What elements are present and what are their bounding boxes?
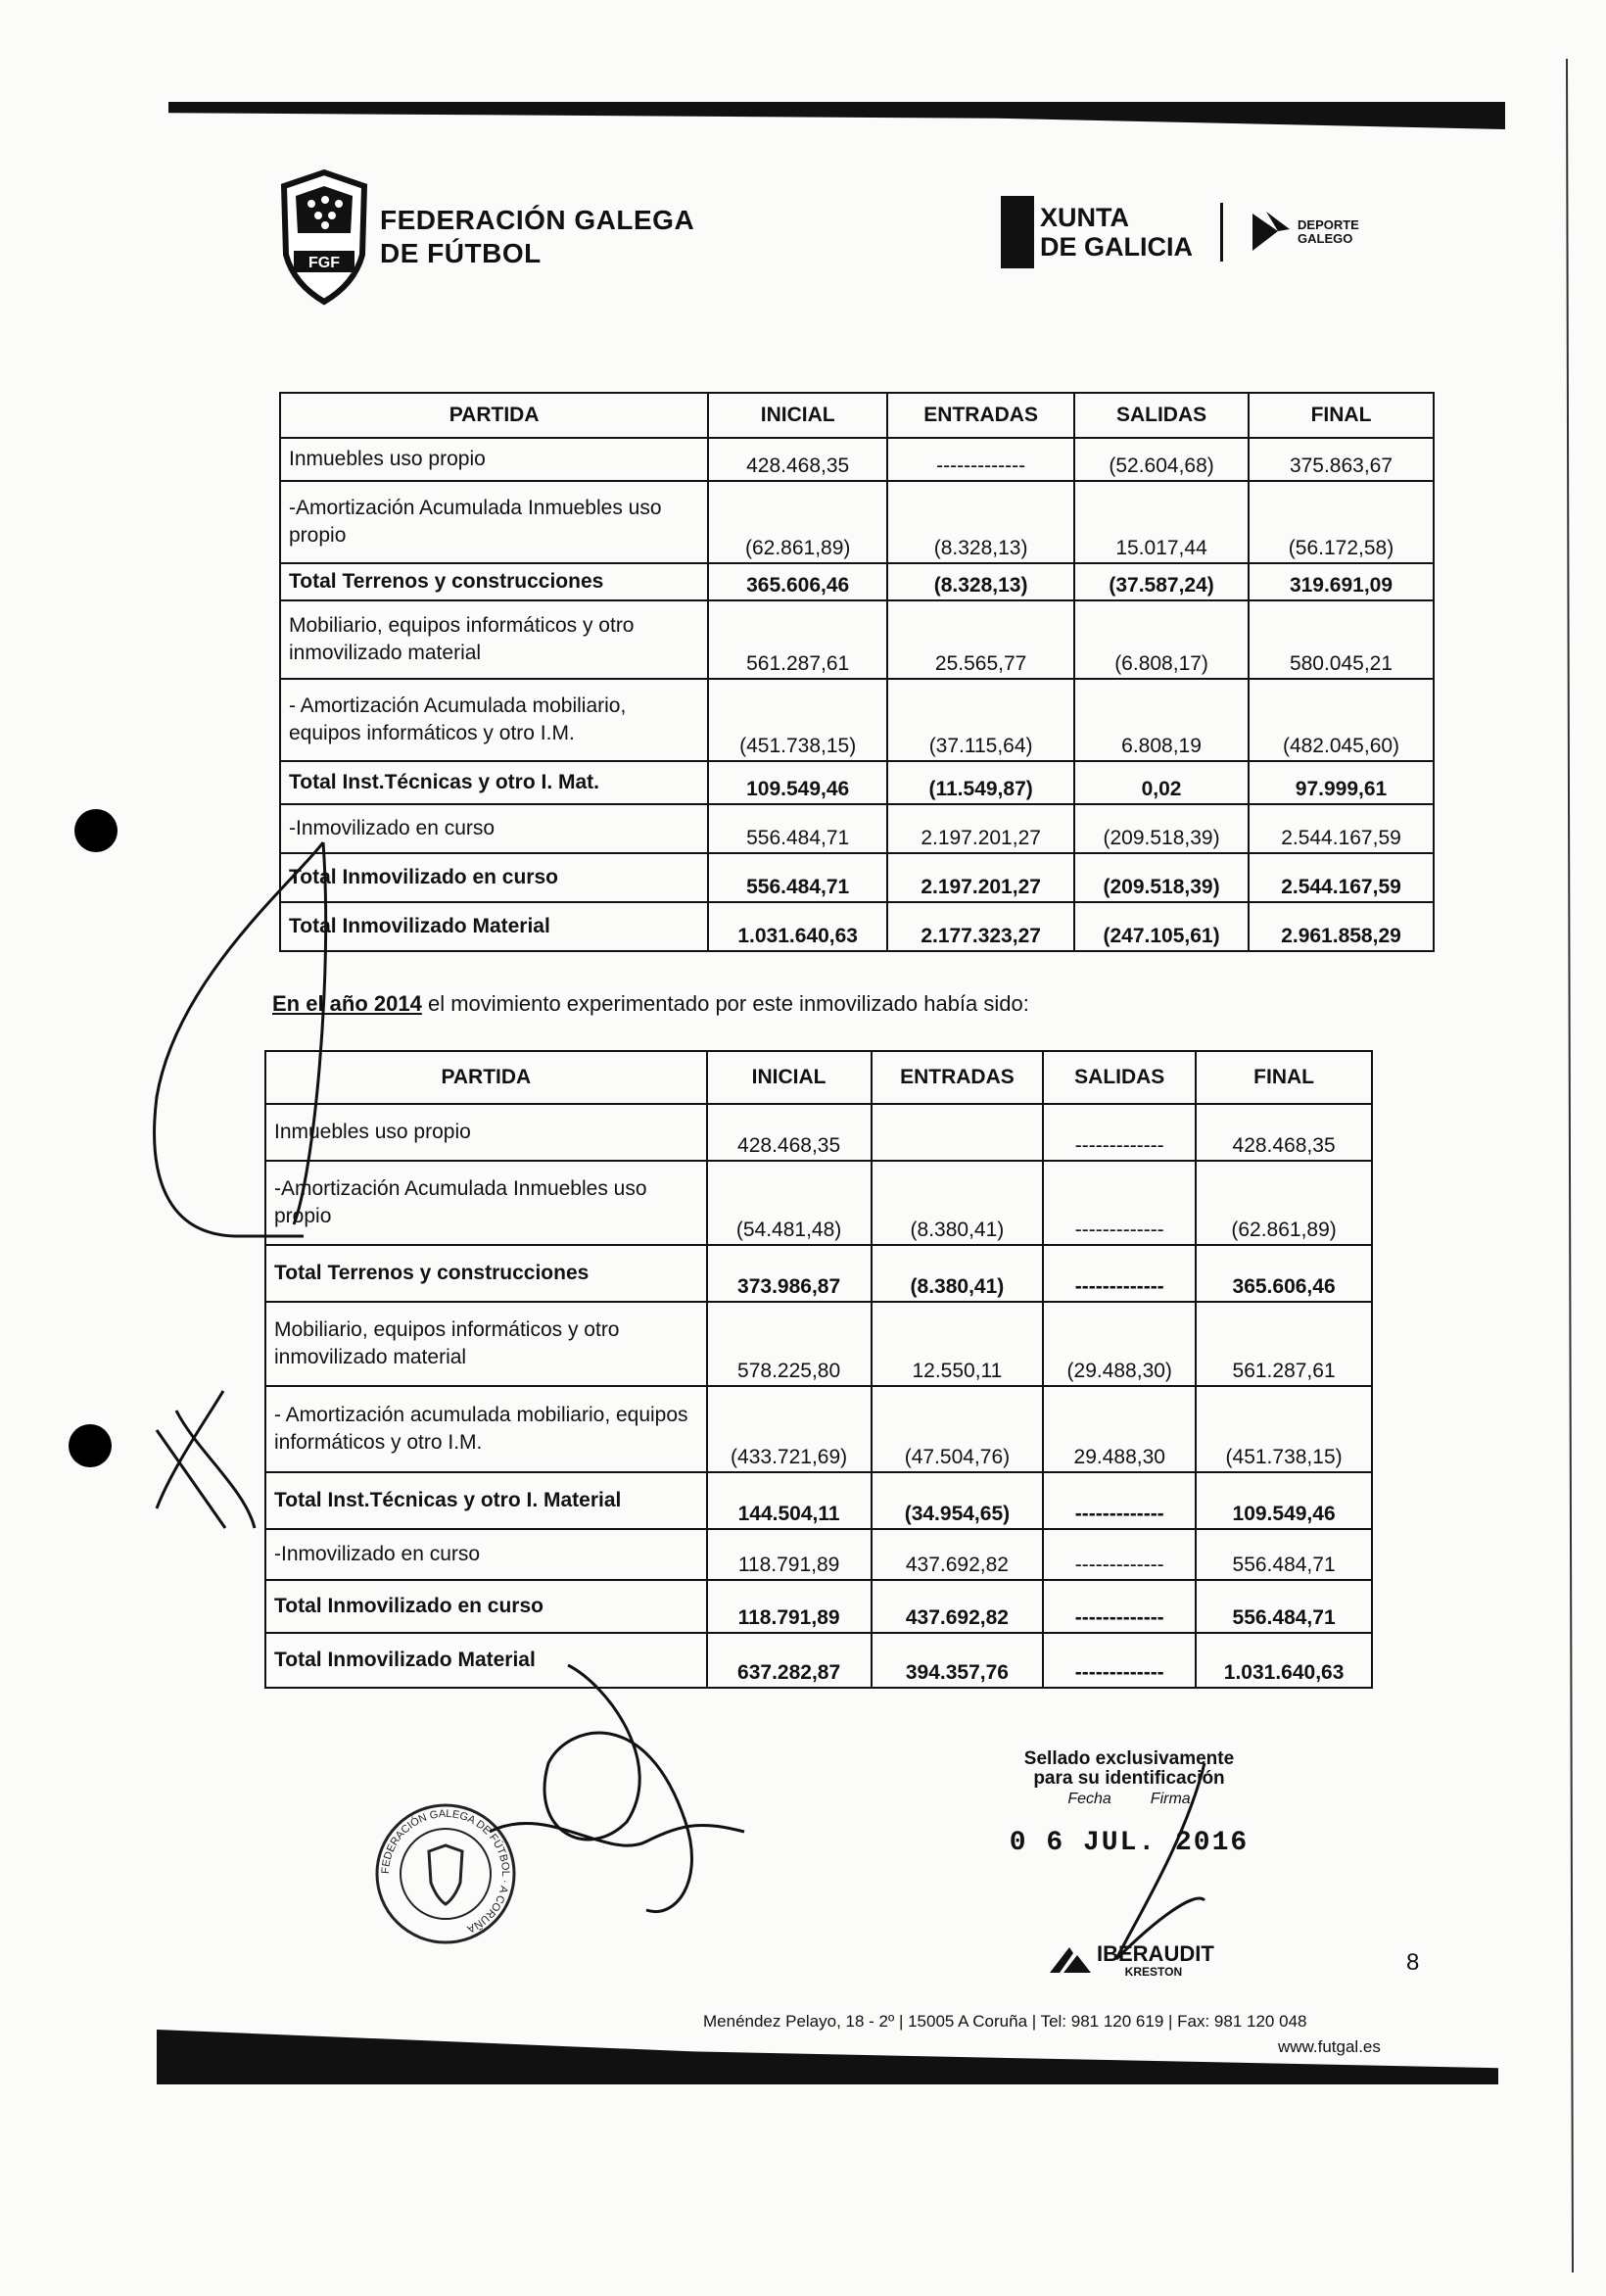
deporte-galego-icon	[1249, 208, 1294, 257]
header-final: FINAL	[1196, 1051, 1372, 1104]
xunta-line2: DE GALICIA	[1040, 232, 1194, 262]
header-inicial: INICIAL	[708, 393, 887, 438]
cell-label: -Inmovilizado en curso	[280, 804, 708, 853]
cell-inicial: 1.031.640,63	[708, 902, 887, 951]
cell-inicial: 637.282,87	[707, 1633, 872, 1688]
cell-entradas: 12.550,11	[872, 1302, 1044, 1386]
cell-inicial: 365.606,46	[708, 563, 887, 600]
handwritten-signature	[490, 1823, 744, 1845]
cell-label: - Amortización Acumulada mobiliario, equipos informáticos y otro I.M.	[280, 679, 708, 761]
cell-label: -Amortización Acumulada Inmuebles uso propio	[280, 481, 708, 563]
cell-inicial: 109.549,46	[708, 761, 887, 804]
table-row	[280, 438, 1434, 481]
cell-salidas: -------------	[1043, 1161, 1196, 1245]
cell-entradas: 2.197.201,27	[887, 853, 1074, 902]
caption-year: En el año 2014	[272, 991, 422, 1016]
cell-final: (56.172,58)	[1249, 481, 1434, 563]
federation-seal	[372, 1800, 519, 1947]
cell-final: 97.999,61	[1249, 761, 1434, 804]
cell-inicial: 561.287,61	[708, 600, 887, 679]
cell-final: 2.961.858,29	[1249, 902, 1434, 951]
cell-inicial: 118.791,89	[707, 1580, 872, 1633]
footer-website: www.futgal.es	[1278, 2037, 1381, 2056]
cell-salidas: (6.808,17)	[1074, 600, 1249, 679]
audit-stamp	[1007, 1749, 1252, 1858]
cell-final: 375.863,67	[1249, 438, 1434, 481]
cell-salidas: -------------	[1043, 1104, 1196, 1161]
cell-entradas: 437.692,82	[872, 1529, 1044, 1580]
cell-final: 556.484,71	[1196, 1580, 1372, 1633]
cell-salidas: -------------	[1043, 1245, 1196, 1302]
cell-entradas: (8.380,41)	[872, 1161, 1044, 1245]
cell-final: 319.691,09	[1249, 563, 1434, 600]
cell-entradas: (37.115,64)	[887, 679, 1074, 761]
cell-entradas: (34.954,65)	[872, 1472, 1044, 1529]
table-row	[265, 1580, 1372, 1633]
header-entradas: ENTRADAS	[872, 1051, 1044, 1104]
table-row	[280, 481, 1434, 563]
cell-final: (482.045,60)	[1249, 679, 1434, 761]
federation-name-line2: DE FÚTBOL	[380, 238, 542, 268]
table-2015	[279, 392, 1435, 952]
cell-final: 561.287,61	[1196, 1302, 1372, 1386]
cell-label: Total Terrenos y construcciones	[280, 563, 708, 600]
header-final: FINAL	[1249, 393, 1434, 438]
page-edge	[1567, 59, 1573, 2272]
table-row	[265, 1386, 1372, 1472]
cell-final: (451.738,15)	[1196, 1386, 1372, 1472]
stamp-line1: Sellado exclusivamente	[1023, 1748, 1235, 1769]
cell-label: Total Terrenos y construcciones	[265, 1245, 707, 1302]
header-bar	[168, 102, 1505, 129]
table-row	[265, 1302, 1372, 1386]
cell-label: - Amortización acumulada mobiliario, equipos informáticos y otro I.M.	[265, 1386, 707, 1472]
xunta-line1: XUNTA	[1040, 203, 1129, 232]
cell-inicial: 578.225,80	[707, 1302, 872, 1386]
cell-salidas: (29.488,30)	[1043, 1302, 1196, 1386]
cell-salidas: (247.105,61)	[1074, 902, 1249, 951]
table-row	[280, 761, 1434, 804]
cell-final: 580.045,21	[1249, 600, 1434, 679]
cell-label: Total Inmovilizado en curso	[265, 1580, 707, 1633]
cell-inicial: 144.504,11	[707, 1472, 872, 1529]
table-row	[265, 1633, 1372, 1688]
stamp-date: 0 6 JUL. 2016	[1009, 1828, 1250, 1858]
caption-2014	[272, 991, 1029, 1017]
cell-salidas: 15.017,44	[1074, 481, 1249, 563]
cell-entradas: 2.177.323,27	[887, 902, 1074, 951]
xunta-emblem-icon	[1001, 196, 1034, 268]
cell-inicial: 428.468,35	[707, 1104, 872, 1161]
seal-ring-text: FEDERACIÓN GALEGA DE FÚTBOL · A CORUÑA	[379, 1807, 512, 1936]
table-row	[265, 1104, 1372, 1161]
cell-final: (62.861,89)	[1196, 1161, 1372, 1245]
table-2014	[264, 1050, 1373, 1689]
handwritten-signature	[544, 1665, 691, 1912]
cell-label: -Inmovilizado en curso	[265, 1529, 707, 1580]
header-partida: PARTIDA	[265, 1051, 707, 1104]
government-logos	[1001, 196, 1359, 268]
cell-inicial: (433.721,69)	[707, 1386, 872, 1472]
auditor-name: IBERAUDIT	[1097, 1941, 1214, 1966]
initial-mark	[157, 1391, 255, 1528]
cell-final: 109.549,46	[1196, 1472, 1372, 1529]
cell-entradas: 25.565,77	[887, 600, 1074, 679]
header-salidas: SALIDAS	[1043, 1051, 1196, 1104]
seal-crest-icon	[429, 1845, 462, 1904]
cell-entradas	[872, 1104, 1044, 1161]
cell-label: Total Inmovilizado en curso	[280, 853, 708, 902]
caption-text: el movimiento experimentado por este inmovilizado había sido:	[421, 991, 1029, 1016]
cell-label: Mobiliario, equipos informáticos y otro inmovilizado material	[265, 1302, 707, 1386]
cell-inicial: 428.468,35	[708, 438, 887, 481]
page-number: 8	[1406, 1949, 1420, 1976]
punch-hole	[74, 809, 118, 852]
cell-entradas: (47.504,76)	[872, 1386, 1044, 1472]
cell-final: 2.544.167,59	[1249, 804, 1434, 853]
federation-name-line1: FEDERACIÓN GALEGA	[380, 205, 695, 235]
cell-label: -Amortización Acumulada Inmuebles uso propio	[265, 1161, 707, 1245]
cell-inicial: (54.481,48)	[707, 1161, 872, 1245]
header-inicial: INICIAL	[707, 1051, 872, 1104]
cell-salidas: -------------	[1043, 1529, 1196, 1580]
logo-divider	[1220, 203, 1223, 262]
cell-salidas: (209.518,39)	[1074, 853, 1249, 902]
cell-final: 428.468,35	[1196, 1104, 1372, 1161]
auditor-sub: KRESTON	[1124, 1965, 1183, 1979]
federation-crest-icon	[276, 168, 372, 306]
table-row	[265, 1161, 1372, 1245]
table-row	[280, 804, 1434, 853]
cell-final: 1.031.640,63	[1196, 1633, 1372, 1688]
cell-salidas: 6.808,19	[1074, 679, 1249, 761]
cell-entradas: (8.380,41)	[872, 1245, 1044, 1302]
auditor-emblem-icon	[1048, 1943, 1093, 1979]
cell-label: Total Inmovilizado Material	[265, 1633, 707, 1688]
cell-entradas: 437.692,82	[872, 1580, 1044, 1633]
cell-entradas: 2.197.201,27	[887, 804, 1074, 853]
stamp-line2: para su identificación	[1033, 1768, 1225, 1789]
cell-salidas: (209.518,39)	[1074, 804, 1249, 853]
cell-inicial: (62.861,89)	[708, 481, 887, 563]
cell-label: Total Inst.Técnicas y otro I. Mat.	[280, 761, 708, 804]
cell-label: Total Inmovilizado Material	[280, 902, 708, 951]
footer-address: Menéndez Pelayo, 18 - 2º | 15005 A Coruña | Tel: 981 120 619 | Fax: 981 120 048	[703, 2012, 1307, 2031]
cell-final: 556.484,71	[1196, 1529, 1372, 1580]
cell-label: Total Inst.Técnicas y otro I. Material	[265, 1472, 707, 1529]
cell-salidas: (37.587,24)	[1074, 563, 1249, 600]
cell-salidas: 0,02	[1074, 761, 1249, 804]
cell-inicial: (451.738,15)	[708, 679, 887, 761]
svg-text:FGF: FGF	[308, 255, 340, 271]
header-partida: PARTIDA	[280, 393, 708, 438]
table-row	[280, 563, 1434, 600]
cell-label: Inmuebles uso propio	[265, 1104, 707, 1161]
table-row	[265, 1472, 1372, 1529]
cell-label: Inmuebles uso propio	[280, 438, 708, 481]
cell-salidas: 29.488,30	[1043, 1386, 1196, 1472]
table-row	[265, 1245, 1372, 1302]
cell-inicial: 556.484,71	[708, 853, 887, 902]
cell-salidas: -------------	[1043, 1633, 1196, 1688]
cell-entradas: 394.357,76	[872, 1633, 1044, 1688]
cell-salidas: (52.604,68)	[1074, 438, 1249, 481]
cell-inicial: 118.791,89	[707, 1529, 872, 1580]
table-row	[280, 679, 1434, 761]
cell-entradas: (8.328,13)	[887, 563, 1074, 600]
table-row	[280, 902, 1434, 951]
deporte-line1: DEPORTE	[1298, 217, 1359, 232]
cell-label: Mobiliario, equipos informáticos y otro inmovilizado material	[280, 600, 708, 679]
cell-entradas: (11.549,87)	[887, 761, 1074, 804]
cell-salidas: -------------	[1043, 1580, 1196, 1633]
table-row	[265, 1529, 1372, 1580]
cell-inicial: 373.986,87	[707, 1245, 872, 1302]
deporte-line2: GALEGO	[1298, 231, 1353, 246]
cell-entradas: (8.328,13)	[887, 481, 1074, 563]
federation-logo	[276, 168, 694, 306]
cell-inicial: 556.484,71	[708, 804, 887, 853]
stamp-fecha: Fecha	[1067, 1791, 1111, 1807]
stamp-firma: Firma	[1150, 1791, 1191, 1807]
table-row	[280, 600, 1434, 679]
table-row	[280, 853, 1434, 902]
cell-entradas: -------------	[887, 438, 1074, 481]
cell-salidas: -------------	[1043, 1472, 1196, 1529]
header-salidas: SALIDAS	[1074, 393, 1249, 438]
auditor-logo	[1048, 1943, 1214, 1979]
header-entradas: ENTRADAS	[887, 393, 1074, 438]
cell-final: 365.606,46	[1196, 1245, 1372, 1302]
punch-hole	[69, 1424, 112, 1467]
cell-final: 2.544.167,59	[1249, 853, 1434, 902]
